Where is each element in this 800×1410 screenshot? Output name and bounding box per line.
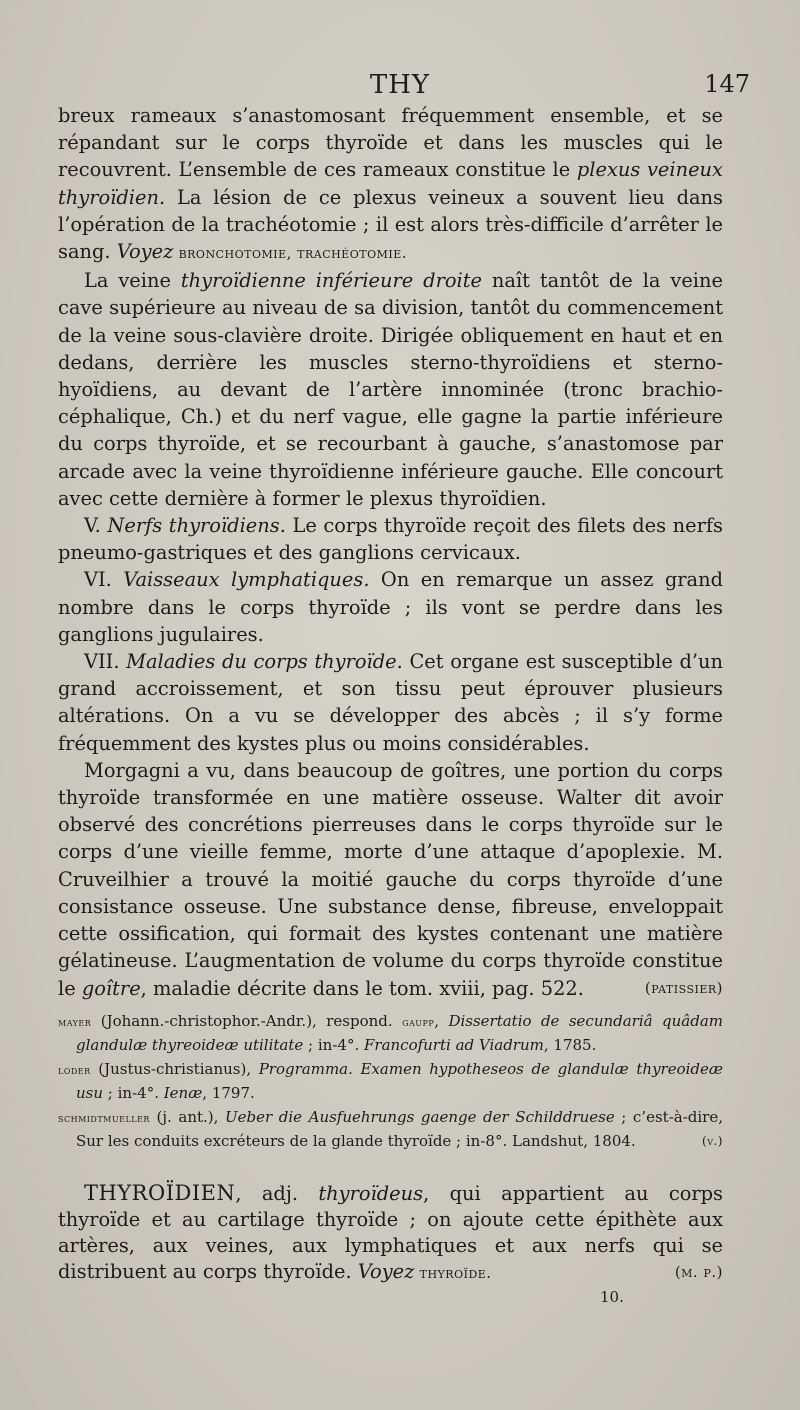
section-title: Maladies du corps thyroïde. (126, 650, 403, 674)
text-run: , 1785. (543, 1035, 597, 1054)
text-run: ; in-4°. (303, 1035, 364, 1054)
italic-term: thyroïdienne inférieure droite (180, 269, 482, 293)
dictionary-entry-thyroidien (58, 1180, 723, 1286)
section-title: Vaisseaux lymphatiques. (123, 568, 370, 592)
author-signature: (v.) (702, 1133, 723, 1148)
see-also-label: Voyez (357, 1260, 415, 1283)
text-run: (Johann.-christophor.-Andr.), respond. (91, 1012, 403, 1030)
ref-author: mayer (58, 1015, 92, 1029)
page-number: 147 (704, 70, 750, 98)
section-title: Nerfs thyroïdiens. (107, 514, 286, 538)
section-v-nerfs (58, 512, 723, 566)
ref-title: Programma. Examen hypotheseos de glandulæ thyreoideæ usu (76, 1060, 723, 1102)
bibliography-entry (58, 1106, 723, 1152)
text-run: On en remarque un assez grand nombre dans le corps thyroïde ; ils vont se perdre dans les ganglions jugulaires. (58, 568, 723, 646)
ref-author: schmidtmueller (58, 1111, 150, 1125)
text-run: La veine (84, 269, 181, 293)
section-number: VII. (84, 650, 127, 674)
section-vi-vaisseaux (58, 566, 723, 648)
ref-place: Ienæ (163, 1083, 203, 1102)
cross-reference: bronchotomie, trachéotomie. (173, 244, 408, 263)
paragraph-plexus-veineux (58, 102, 723, 267)
section-vii-maladies (58, 648, 723, 757)
paragraph-morgagni (58, 757, 723, 1002)
text-run: , (434, 1012, 449, 1030)
latin-term: thyroïdeus (318, 1182, 424, 1205)
text-run: , qui appartient au corps thyroïde et au cartilage thyroïde ; on ajoute cette épithète aux artères, aux veines, aux lymphatiques et aux nerfs qui se distribuent au corps thyroïde. (58, 1182, 724, 1283)
paragraph-veine-inferieure (58, 267, 723, 512)
text-run: naît tantôt de la veine cave supérieure au niveau de sa division, tantôt du commencement de la veine sous-clavière droite. Dirigée obliquement en haut et en dedans, derrière les muscles sterno-thyroïdiens et sterno-hyoïdiens, au devant de l’artère innominée (tronc brachio-céphalique, Ch.) et du nerf vague, elle gagne la partie inférieure du corps thyroïde, et se recourbant à gauche, s’anastomose par arcade avec la veine thyroïdienne inférieure gauche. Elle concourt avec cette dernière à former le plexus thyroïdien. (58, 269, 723, 510)
text-run: , adj. (235, 1182, 319, 1205)
author-signature: (patissier) (644, 978, 723, 997)
text-run: La lésion de ce plexus veineux a souvent lieu dans l’opération de la trachéotomie ; il est alors très-difficile d’arrêter le sang. (58, 185, 723, 264)
text-run: (j. ant.), (149, 1108, 225, 1126)
section-number: V. (84, 514, 108, 538)
section-number: VI. (84, 568, 124, 592)
author-signature: (m. p.) (674, 1263, 723, 1281)
cross-reference: thyroïde. (414, 1264, 492, 1282)
text-run: , maladie décrite dans le tom. xviii, pag. 522. (140, 976, 584, 1000)
text-run: Le corps thyroïde reçoit des filets des nerfs pneumo-gastriques et des ganglions cervicaux. (58, 514, 723, 565)
text-run: Cet organe est susceptible d’un grand accroissement, et son tissu peut éprouver plusieurs altérations. On a vu se développer des abcès ; il s’y forme fréquemment des kystes plus ou moins considérables. (58, 650, 723, 755)
text-run: (Justus-christianus), (90, 1060, 259, 1078)
ref-title: Ueber die Ausfuehrungs gaenge der Schilddruese (225, 1108, 615, 1126)
text-run: , 1797. (202, 1083, 255, 1102)
entry-paragraph (58, 1180, 723, 1286)
italic-term: plexus veineux thyroïdien. (58, 158, 723, 209)
text-run: ; c’est-à-dire, Sur les conduits excréteurs de la glande thyroïde ; in-8°. Landshut, 1804. (76, 1108, 723, 1150)
text-run: ; in-4°. (103, 1083, 164, 1102)
see-also-label: Voyez (116, 240, 174, 264)
ref-title: Dissertatio de secundariâ quâdam glandulæ thyreoideæ utilitate (76, 1012, 723, 1054)
ref-place: Francofurti ad Viadrum (363, 1035, 544, 1054)
text-run: breux rameaux s’anastomosant fréquemment ensemble, et se répandant sur le corps thyroïde et dans les muscles qui le recouvrent. L’ensemble de ces rameaux constitue le (58, 104, 723, 182)
main-text (58, 102, 723, 1002)
running-head: THY (369, 70, 431, 100)
headword: THYROÏDIEN (84, 1181, 236, 1205)
bibliography-entry (58, 1058, 723, 1104)
text-run: Morgagni a vu, dans beaucoup de goîtres, une portion du corps thyroïde transformée en une matière osseuse. Walter dit avoir observé des concrétions pierreuses dans le corps thyroïde sur le corps d’une vieille femme, morte d’une attaque d’apoplexie. M. Cruveilhier a trouvé la moitié gauche du corps thyroïde d’une consistance osseuse. Une substance dense, fibreuse, enveloppait cette ossification, qui formait des kystes contenant une matière gélatineuse. L’augmentation de volume du corps thyroïde constitue le (58, 758, 723, 1000)
bibliography-entry (58, 1010, 723, 1056)
signature-mark: 10. (600, 1288, 624, 1306)
italic-term: goître (81, 976, 141, 1000)
ref-author: loder (58, 1063, 91, 1077)
ref-respondent: gaupp (402, 1015, 435, 1029)
bibliography (58, 1010, 723, 1154)
